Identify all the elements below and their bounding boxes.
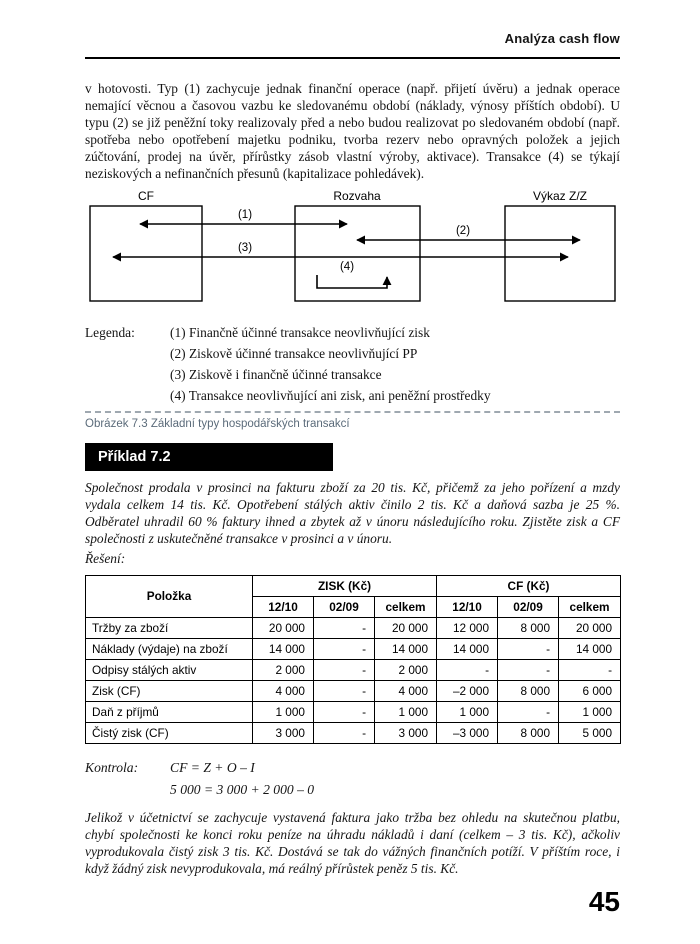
page-header-title: Analýza cash flow — [504, 31, 620, 46]
col-header: 02/09 — [314, 596, 375, 617]
row-label: Zisk (CF) — [86, 680, 253, 701]
row-label: Čistý zisk (CF) — [86, 722, 253, 743]
figure-caption-block — [85, 411, 620, 430]
cell: –3 000 — [437, 722, 498, 743]
cell: - — [314, 659, 375, 680]
cell: 6 000 — [559, 680, 621, 701]
col-header: 02/09 — [498, 596, 559, 617]
cell: 14 000 — [559, 638, 621, 659]
diagram-box-label-rozvaha: Rozvaha — [333, 189, 381, 203]
cell: 20 000 — [559, 617, 621, 638]
solution-label: Řešení: — [85, 550, 126, 566]
cell: 14 000 — [437, 638, 498, 659]
cell: 8 000 — [498, 722, 559, 743]
running-header — [85, 0, 620, 59]
arrow-label-2: (2) — [455, 224, 471, 237]
cell: 1 000 — [559, 701, 621, 722]
cell: - — [498, 701, 559, 722]
legend — [85, 322, 620, 406]
table-row — [86, 638, 621, 659]
arrow-label-4: (4) — [339, 260, 355, 273]
col-group-zisk: ZISK (Kč) — [253, 575, 437, 596]
table-row — [86, 659, 621, 680]
col-group-cf: CF (Kč) — [437, 575, 621, 596]
cell: 20 000 — [253, 617, 314, 638]
legend-label: Legenda: — [85, 324, 135, 340]
kontrola-formula-1: CF = Z + O – I — [170, 759, 255, 775]
cell: - — [314, 680, 375, 701]
legend-items — [170, 322, 620, 406]
table-row — [86, 617, 621, 638]
cell: 1 000 — [375, 701, 437, 722]
kontrola-formula-2: 5 000 = 3 000 + 2 000 – 0 — [170, 781, 315, 797]
col-header: 12/10 — [253, 596, 314, 617]
closing-paragraph: Jelikož v účetnictví se zachycuje vystavená faktura jako tržba bez ohledu na skutečnou platbu, chybí společnosti ke konci roku peníze na úhradu nákladů i daní (celkem – 3 tis. Kč), ačkoliv vyprodukovala čistý zisk 3 tis. Kč. Dostává se tak do vážných finančních potíží. V příštím roce, i když žádný zisk nevyprodukovala, má reálný přírůstek peněz 5 tis. Kč. — [85, 809, 620, 877]
intro-paragraph: v hotovosti. Typ (1) zachycuje jednak finanční operace (např. přijetí úvěru) a jednak operace nemající věcnou a časovou vazbu ke sledovanému období (náklady, výnosy příštích období). U typu (2) se již peněžní toky realizovaly před a nebo budou realizovat po sledovaném období (např. spotřeba nebo opotřebení majetku podniku, tvorba rezerv nebo opravných položek a jejich zúčtování, prodej na úvěr, přírůstky zásob vlastní výroby, aktivace). Transakce (4) se týkají neziskových a nefinančních přesunů (kapitalizace pohledávek). — [85, 81, 620, 182]
cell: 8 000 — [498, 617, 559, 638]
cell: 14 000 — [253, 638, 314, 659]
legend-item: (3) Ziskově i finančně účinné transakce — [170, 366, 382, 382]
cell: - — [314, 638, 375, 659]
legend-item: (2) Ziskově účinné transakce neovlivňující PP — [170, 345, 418, 361]
cell: 2 000 — [375, 659, 437, 680]
cell: 1 000 — [437, 701, 498, 722]
col-header: celkem — [559, 596, 621, 617]
results-table — [85, 575, 621, 744]
row-label: Tržby za zboží — [86, 617, 253, 638]
cell: 1 000 — [253, 701, 314, 722]
cell: 3 000 — [253, 722, 314, 743]
diagram-box-label-vykaz: Výkaz Z/Z — [532, 189, 588, 203]
legend-item: (1) Finančně účinné transakce neovlivňující zisk — [170, 324, 430, 340]
cell: - — [314, 617, 375, 638]
kontrola-block — [85, 757, 620, 801]
diagram-box-label-cf: CF — [138, 189, 154, 203]
rozvaha-box — [295, 206, 420, 301]
cell: 20 000 — [375, 617, 437, 638]
cell: - — [498, 659, 559, 680]
cell: 5 000 — [559, 722, 621, 743]
loop-arrow-4 — [317, 275, 387, 288]
row-label: Náklady (výdaje) na zboží — [86, 638, 253, 659]
col-header: 12/10 — [437, 596, 498, 617]
figure-caption: Obrázek 7.3 Základní typy hospodářských transakcí — [85, 417, 350, 430]
cell: 12 000 — [437, 617, 498, 638]
table-group-header-row — [86, 575, 621, 596]
cell: - — [437, 659, 498, 680]
cell: 8 000 — [498, 680, 559, 701]
arrow-label-1: (1) — [237, 208, 253, 221]
vykaz-box — [505, 206, 615, 301]
table-row — [86, 701, 621, 722]
cell: 2 000 — [253, 659, 314, 680]
page-number: 45 — [588, 886, 620, 917]
cf-box — [90, 206, 202, 301]
arrow-label-3: (3) — [237, 241, 253, 254]
kontrola-formulas — [170, 757, 620, 801]
cell: - — [559, 659, 621, 680]
cell: - — [314, 701, 375, 722]
cell: 3 000 — [375, 722, 437, 743]
cell: - — [314, 722, 375, 743]
cell: 4 000 — [253, 680, 314, 701]
cell: - — [498, 638, 559, 659]
cell: 4 000 — [375, 680, 437, 701]
col-header-polozka: Položka — [86, 575, 253, 617]
row-label: Odpisy stálých aktiv — [86, 659, 253, 680]
cell: –2 000 — [437, 680, 498, 701]
table-row — [86, 722, 621, 743]
kontrola-label: Kontrola: — [85, 759, 139, 775]
col-header: celkem — [375, 596, 437, 617]
diagram-svg — [85, 190, 620, 308]
page-content — [85, 0, 620, 877]
example-title-bar: Příklad 7.2 — [85, 443, 333, 471]
row-label: Daň z příjmů — [86, 701, 253, 722]
table-row — [86, 680, 621, 701]
example-body: Společnost prodala v prosinci na fakturu zboží za 20 tis. Kč, přičemž za jeho pořízení a mzdy vydala celkem 14 tis. Kč. Opotřebení stálých aktiv činilo 2 tis. Kč a daňová sazba je 25 %. Odběratel uhradil 60 % faktury ihned a zbytek až v únoru následujícího roku. Zjistěte zisk a CF společnosti z uskutečněné transakce v prosinci a v únoru. — [85, 479, 620, 546]
transactions-diagram — [85, 190, 620, 313]
legend-item: (4) Transakce neovlivňující ani zisk, ani peněžní prostředky — [170, 387, 491, 403]
cell: 14 000 — [375, 638, 437, 659]
